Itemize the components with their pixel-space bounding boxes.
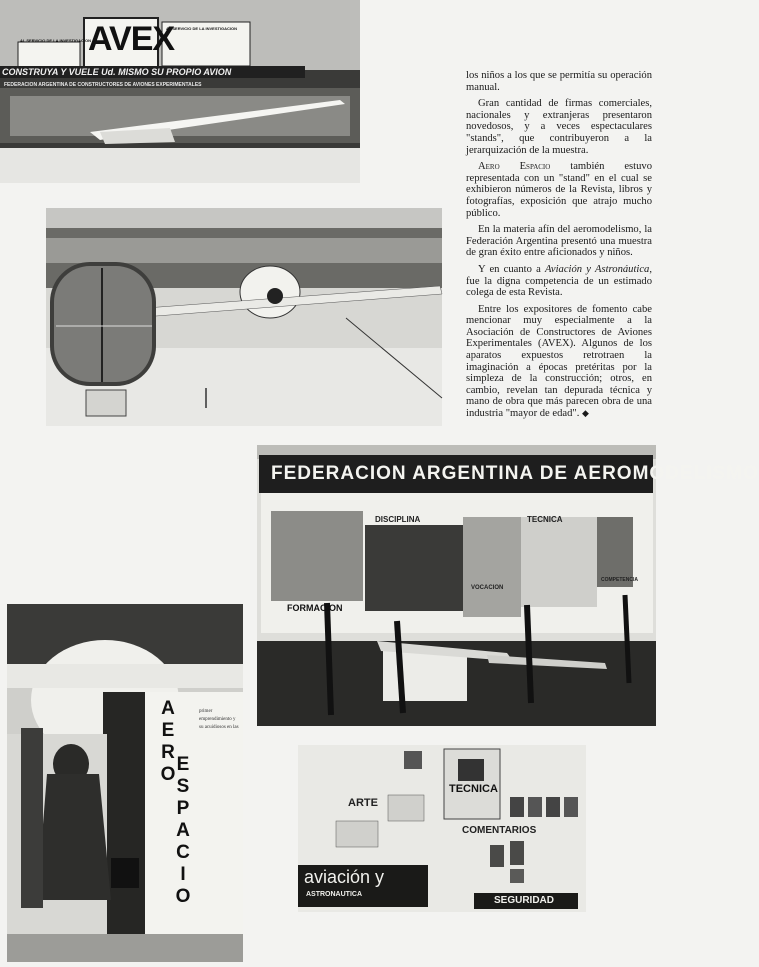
label-astronautica: ASTRONAUTICA — [306, 891, 362, 898]
label-tecnica-2: TECNICA — [449, 783, 498, 795]
article-paragraph-5-start: Y en cuanto a — [478, 263, 546, 275]
photo-helicopter-planes — [46, 208, 442, 426]
article-paragraph-6 — [466, 304, 652, 420]
article-paragraph-1: los niños a los que se permitía su operación manual. — [466, 70, 652, 93]
label-competencia: COMPETENCIA — [601, 577, 638, 583]
label-formacion: FORMACION — [287, 603, 343, 613]
article-paragraph-3-rest: también estuvo representada con un "stand" en el cual se exhibieron números de la Revista, libros y fotografías, exposición que atrajo mucho público. — [466, 161, 652, 219]
aero-espacio-scene — [7, 604, 243, 962]
magazine-title: Aviación y Astronáutica — [545, 263, 650, 275]
photo-aeromodelismo-stand — [257, 445, 759, 726]
aeromodelismo-banner: FEDERACION ARGENTINA DE AEROMODELISMO — [271, 463, 759, 484]
avex-sign-left: AL SERVICIO DE LA INVESTIGACION — [20, 38, 92, 43]
photo-aero-espacio-stand — [7, 604, 243, 962]
avex-sign: AVEX — [88, 20, 175, 58]
label-comentarios: COMENTARIOS — [462, 825, 537, 836]
brand-aero-espacio: Aero Espacio — [478, 161, 551, 173]
aero-vertical-text: AERO — [160, 698, 176, 785]
label-seguridad: SEGURIDAD — [494, 895, 555, 906]
article-column — [466, 70, 652, 425]
label-vocacion: VOCACION — [471, 585, 504, 591]
avex-sign-right: AL SERVICIO DE LA INVESTIGACION — [166, 26, 238, 31]
label-disciplina: DISCIPLINA — [375, 515, 421, 524]
article-paragraph-4: En la materia afín del aeromodelismo, la Federación Argentina presentó una muestra de gran éxito entre aficionados y niños. — [466, 224, 652, 259]
aero-espacio-small-text: primer emprendimiento y su acuidiosos en las — [199, 709, 239, 730]
article-paragraph-5 — [466, 264, 652, 299]
avex-banner-2: FEDERACION ARGENTINA DE CONSTRUCTORES DE AVIONES EXPERIMENTALES — [4, 82, 202, 88]
end-mark-icon: ◆ — [582, 408, 589, 419]
label-aviacion: aviación y — [304, 867, 385, 887]
avex-banner: CONSTRUYA Y VUELE Ud. MISMO SU PROPIO AVION — [2, 67, 232, 77]
article-paragraph-2: Gran cantidad de firmas comerciales, nacionales y extranjeras presentaron novedosos, y a veces espectaculares "stands", que contribuyeron a la jerarquización de la muestra. — [466, 98, 652, 156]
photo-avex-stand — [0, 0, 360, 183]
aeromodelismo-scene — [257, 445, 656, 726]
article-paragraph-3 — [466, 161, 652, 219]
article-paragraph-6-text: Entre los expositores de fomento cabe mencionar muy especialmente a la Asociación de Constructores de Aviones Experimentales (AVEX). Algunos de los aparatos expuestos retrotraen la imaginación a épocas pretéritas por la simpleza de la construcción; otros, en cambio, revelan tan depurada técnica y mano de obra que más parecen obra de una industria "mayor de edad". — [466, 303, 652, 420]
photo-aviacion-astronautica-stand — [298, 745, 586, 912]
label-tecnica: TECNICA — [527, 515, 563, 524]
article-paragraph-5-rest: , fue la digna competencia de un estimado colega de esta Revista. — [466, 263, 652, 299]
espacio-vertical-text: ESPACIO — [175, 754, 191, 907]
label-arte: ARTE — [348, 797, 378, 809]
helicopter-planes-scene — [46, 208, 442, 426]
